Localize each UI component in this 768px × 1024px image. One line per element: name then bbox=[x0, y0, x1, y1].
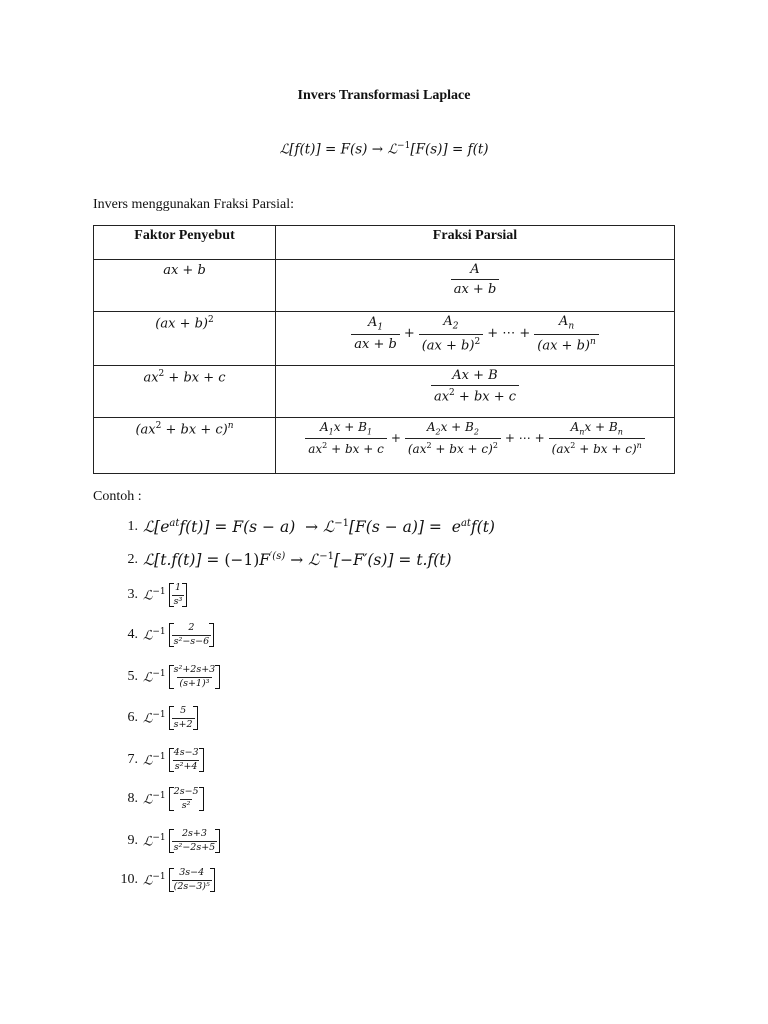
example-fraction: $\frac{2s-5}{\text{s²}}$ bbox=[169, 787, 204, 812]
fraction-cell: $\frac{A_1x + B_1}{ax^2 + bx + c}$ + $\frac{A_2x + B_2}{(ax^2 + bx + c)^2}$ + ⋯ + $\frac{A_nx + B_n}{(ax^2 + bx + c)^n}$ bbox=[276, 418, 675, 474]
example-number: 10. bbox=[120, 872, 138, 887]
example-fraction: $\frac{2s+3}{\text{s²−2s+5}}$ bbox=[169, 829, 221, 854]
example-expression: $ℒ[e^{at}f(t)] = F(s - a)$ → ℒ$^{-1}$[F(s − $a)] = e^{at}f(t)$ bbox=[143, 517, 495, 537]
example-item: 7. ℒ$^{-1}$ $\frac{4s-3}{\text{s²+4}}$ bbox=[112, 745, 204, 775]
fraction-cell: $\frac{A}{ax + b}$ bbox=[276, 260, 675, 312]
example-item: 4. ℒ$^{-1}$ $\frac{2}{\text{s²−s−6}}$ bbox=[112, 620, 214, 650]
laplace-definition: ℒ[f(t)] = F(s) → ℒ$^{-1}$[F(s)] = f(t) bbox=[279, 141, 489, 158]
document-title: Invers Transformasi Laplace bbox=[297, 88, 471, 103]
example-number: 8. bbox=[127, 791, 138, 806]
example-number: 6. bbox=[127, 710, 138, 725]
example-item: 10. ℒ$^{-1}$ $\frac{3s-4}{\text{(2s−3)⁵}}$ bbox=[112, 865, 215, 895]
example-item: 3. ℒ$^{-1}$ $\frac{1}{\text{s³}}$ bbox=[112, 580, 187, 610]
example-number: 5. bbox=[127, 669, 138, 684]
factor-cell: $ax^2$ + bx + c bbox=[94, 366, 276, 418]
example-fraction: $\frac{\text{s²+2s+3}}{\text{(s+1)³}}$ bbox=[169, 665, 221, 690]
example-number: 4. bbox=[127, 627, 138, 642]
example-expression: ℒ[t.f(t)] = $(-1)F^{'(s)}$ → ℒ$^{-1}$[−F′(s)] = t.f(t) bbox=[143, 550, 452, 570]
factor-cell: (ax + b)$^2$ bbox=[94, 312, 276, 366]
partial-fraction-table bbox=[93, 225, 675, 474]
example-item bbox=[112, 545, 452, 575]
table-row bbox=[94, 418, 675, 474]
table-header-row bbox=[94, 226, 675, 260]
example-fraction: $\frac{2}{\text{s²−s−6}}$ bbox=[169, 623, 215, 648]
example-number: 2. bbox=[127, 552, 138, 567]
factor-cell: ax + b bbox=[94, 260, 276, 312]
fraction-cell: $\frac{A_1}{ax + b}$ + $\frac{A_2}{(ax + b)^2}$ + ⋯ + $\frac{A_n}{(ax + b)^n}$ bbox=[276, 312, 675, 366]
example-item bbox=[112, 512, 495, 542]
factor-cell: ($ax^2$ + bx + c)$^n$ bbox=[94, 418, 276, 474]
header-faktor-penyebut: Faktor Penyebut bbox=[94, 226, 276, 260]
table-row bbox=[94, 312, 675, 366]
example-item: 5. ℒ$^{-1}$ $\frac{\text{s²+2s+3}}{\text{(s+1)³}}$ bbox=[112, 662, 220, 692]
example-number: 3. bbox=[127, 587, 138, 602]
example-item: 6. ℒ$^{-1}$ $\frac{5}{s+2}$ bbox=[112, 703, 198, 733]
intro-text: Invers menggunakan Fraksi Parsial: bbox=[93, 197, 295, 212]
example-item: 9. ℒ$^{-1}$ $\frac{2s+3}{\text{s²−2s+5}}$ bbox=[112, 826, 220, 856]
table-row bbox=[94, 366, 675, 418]
example-number: 1. bbox=[127, 519, 138, 534]
contoh-label: Contoh : bbox=[93, 489, 142, 504]
example-fraction: $\frac{5}{s+2}$ bbox=[169, 706, 198, 731]
example-fraction: $\frac{4s-3}{\text{s²+4}}$ bbox=[169, 748, 204, 773]
header-fraksi-parsial: Fraksi Parsial bbox=[276, 226, 675, 260]
example-number: 7. bbox=[127, 752, 138, 767]
example-item: 8. ℒ$^{-1}$ $\frac{2s-5}{\text{s²}}$ bbox=[112, 784, 204, 814]
fraction-cell: $\frac{Ax + B}{ax^2 + bx + c}$ bbox=[276, 366, 675, 418]
example-number: 9. bbox=[127, 833, 138, 848]
table-row bbox=[94, 260, 675, 312]
example-fraction: $\frac{1}{\text{s³}}$ bbox=[169, 583, 188, 608]
example-fraction: $\frac{3s-4}{\text{(2s−3)⁵}}$ bbox=[169, 868, 215, 893]
